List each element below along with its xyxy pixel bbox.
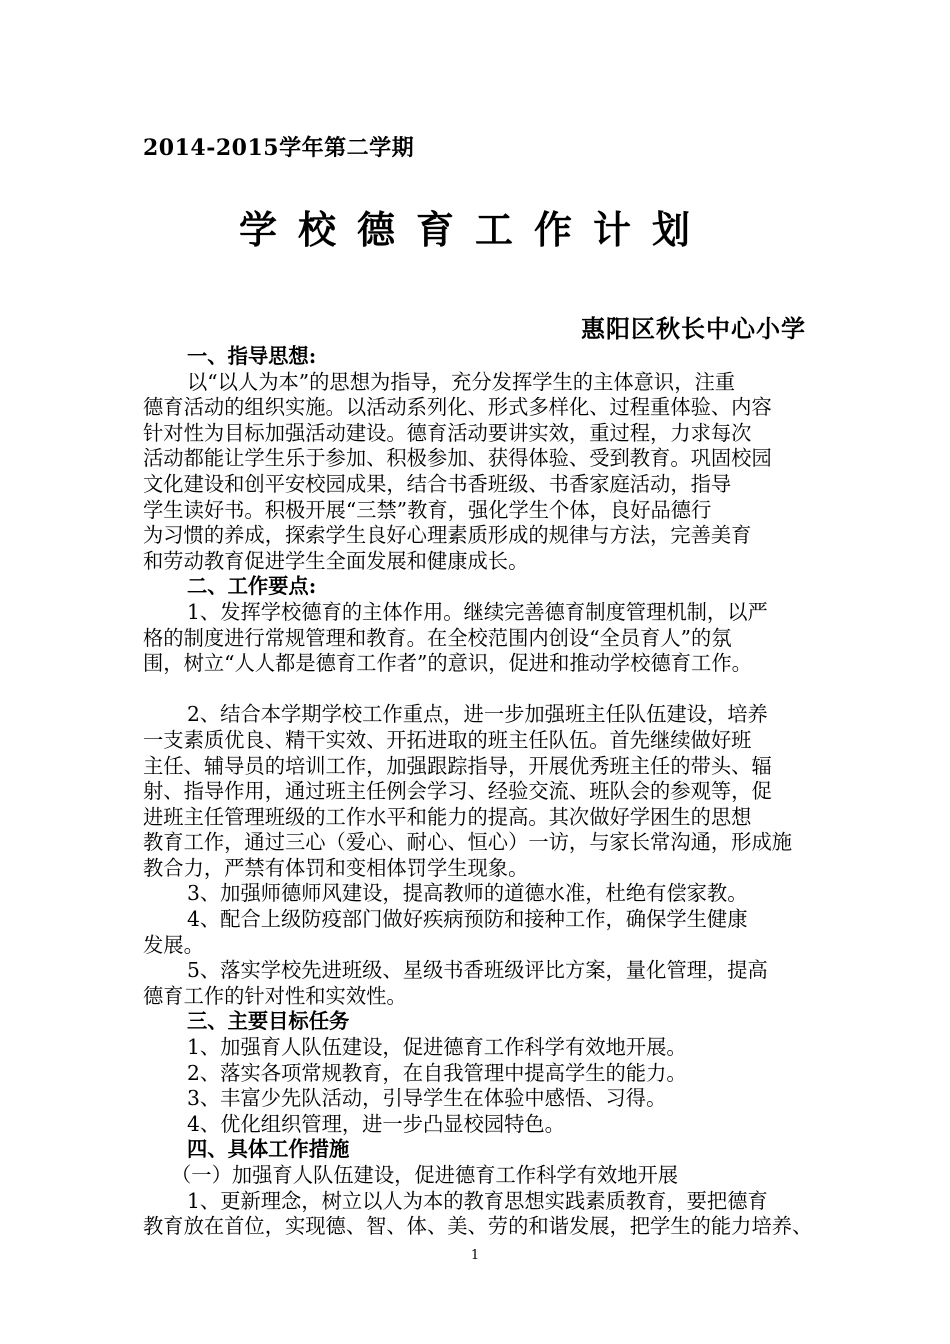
term-label: 2014-2015学年第二学期 [143,135,415,161]
text-line: 2、结合本学期学校工作重点，进一步加强班主任队伍建设，培养 [187,702,768,727]
text-line: 活动都能让学生乐于参加、积极参加、获得体验、受到教育。巩固校园 [143,446,772,471]
text-line: 以“以人为本”的思想为指导，充分发挥学生的主体意识，注重 [187,369,736,394]
text-line: 德育活动的组织实施。以活动系列化、形式多样化、过程重体验、内容 [143,395,772,420]
text-line: 教育工作，通过三心（爱心、耐心、恒心）一访，与家长常沟通，形成施 [143,830,793,855]
text-line: 1、发挥学校德育的主体作用。继续完善德育制度管理机制，以严 [187,599,768,624]
text-line: 进班主任管理班级的工作水平和能力的提高。其次做好学困生的思想 [143,804,752,829]
document-title: 学校德育工作计划 [238,207,711,252]
text-line: 教育放在首位，实现德、智、体、美、劳的和谐发展，把学生的能力培养、 [143,1214,813,1239]
text-line: 一支素质优良、精干实效、开拓进取的班主任队伍。首先继续做好班 [143,727,752,752]
text-line: 主任、辅导员的培训工作，加强跟踪指导，开展优秀班主任的带头、辐 [143,753,772,778]
section-heading: 二、工作要点: [187,574,317,599]
text-line: 发展。 [143,932,204,957]
text-line: 格的制度进行常规管理和教育。在全校范围内创设“全员育人”的氛 [143,625,732,650]
section-heading: 一、指导思想: [187,344,317,368]
section-heading: 三、主要目标任务 [187,1009,350,1034]
text-line: 学生读好书。积极开展“三禁”教育，强化学生个体，良好品德行 [143,497,712,522]
text-line: 3、加强师德师风建设，提高教师的道德水准，杜绝有偿家教。 [187,881,748,906]
text-line: 射、指导作用，通过班主任例会学习、经验交流、班队会的参观等，促 [143,779,772,804]
text-line: 和劳动教育促进学生全面发展和健康成长。 [143,548,529,573]
text-line: 4、优化组织管理，进一步凸显校园特色。 [187,1111,565,1136]
text-line: 2、落实各项常规教育，在自我管理中提高学生的能力。 [187,1060,687,1085]
blank-line [143,677,810,703]
text-line: 4、配合上级防疫部门做好疾病预防和接种工作，确保学生健康 [187,907,748,932]
page-number: 1 [470,1248,480,1263]
text-line: 1、更新理念，树立以人为本的教育思想实践素质教育，要把德育 [187,1188,768,1213]
text-line: 3、丰富少先队活动，引导学生在体验中感悟、习得。 [187,1086,667,1111]
text-line: 教合力，严禁有体罚和变相体罚学生现象。 [143,855,529,880]
text-line: 针对性为目标加强活动建设。德育活动要讲实效，重过程，力求每次 [143,420,752,445]
text-line: 德育工作的针对性和实效性。 [143,983,407,1008]
text-line: 文化建设和创平安校园成果，结合书香班级、书香家庭活动，指导 [143,471,732,496]
subsection-heading: （一）加强育人队伍建设，促进德育工作科学有效地开展 [171,1163,679,1187]
text-line: 1、加强育人队伍建设，促进德育工作科学有效地开展。 [187,1035,687,1060]
school-name: 惠阳区秋长中心小学 [581,314,806,343]
section-heading: 四、具体工作措施 [187,1137,350,1162]
document-body [143,344,813,1240]
text-line: 围，树立“人人都是德育工作者”的意识，促进和推动学校德育工作。 [143,651,752,676]
text-line: 为习惯的养成，探索学生良好心理素质形成的规律与方法，完善美育 [143,523,752,548]
text-line: 5、落实学校先进班级、星级书香班级评比方案，量化管理，提高 [187,958,768,983]
